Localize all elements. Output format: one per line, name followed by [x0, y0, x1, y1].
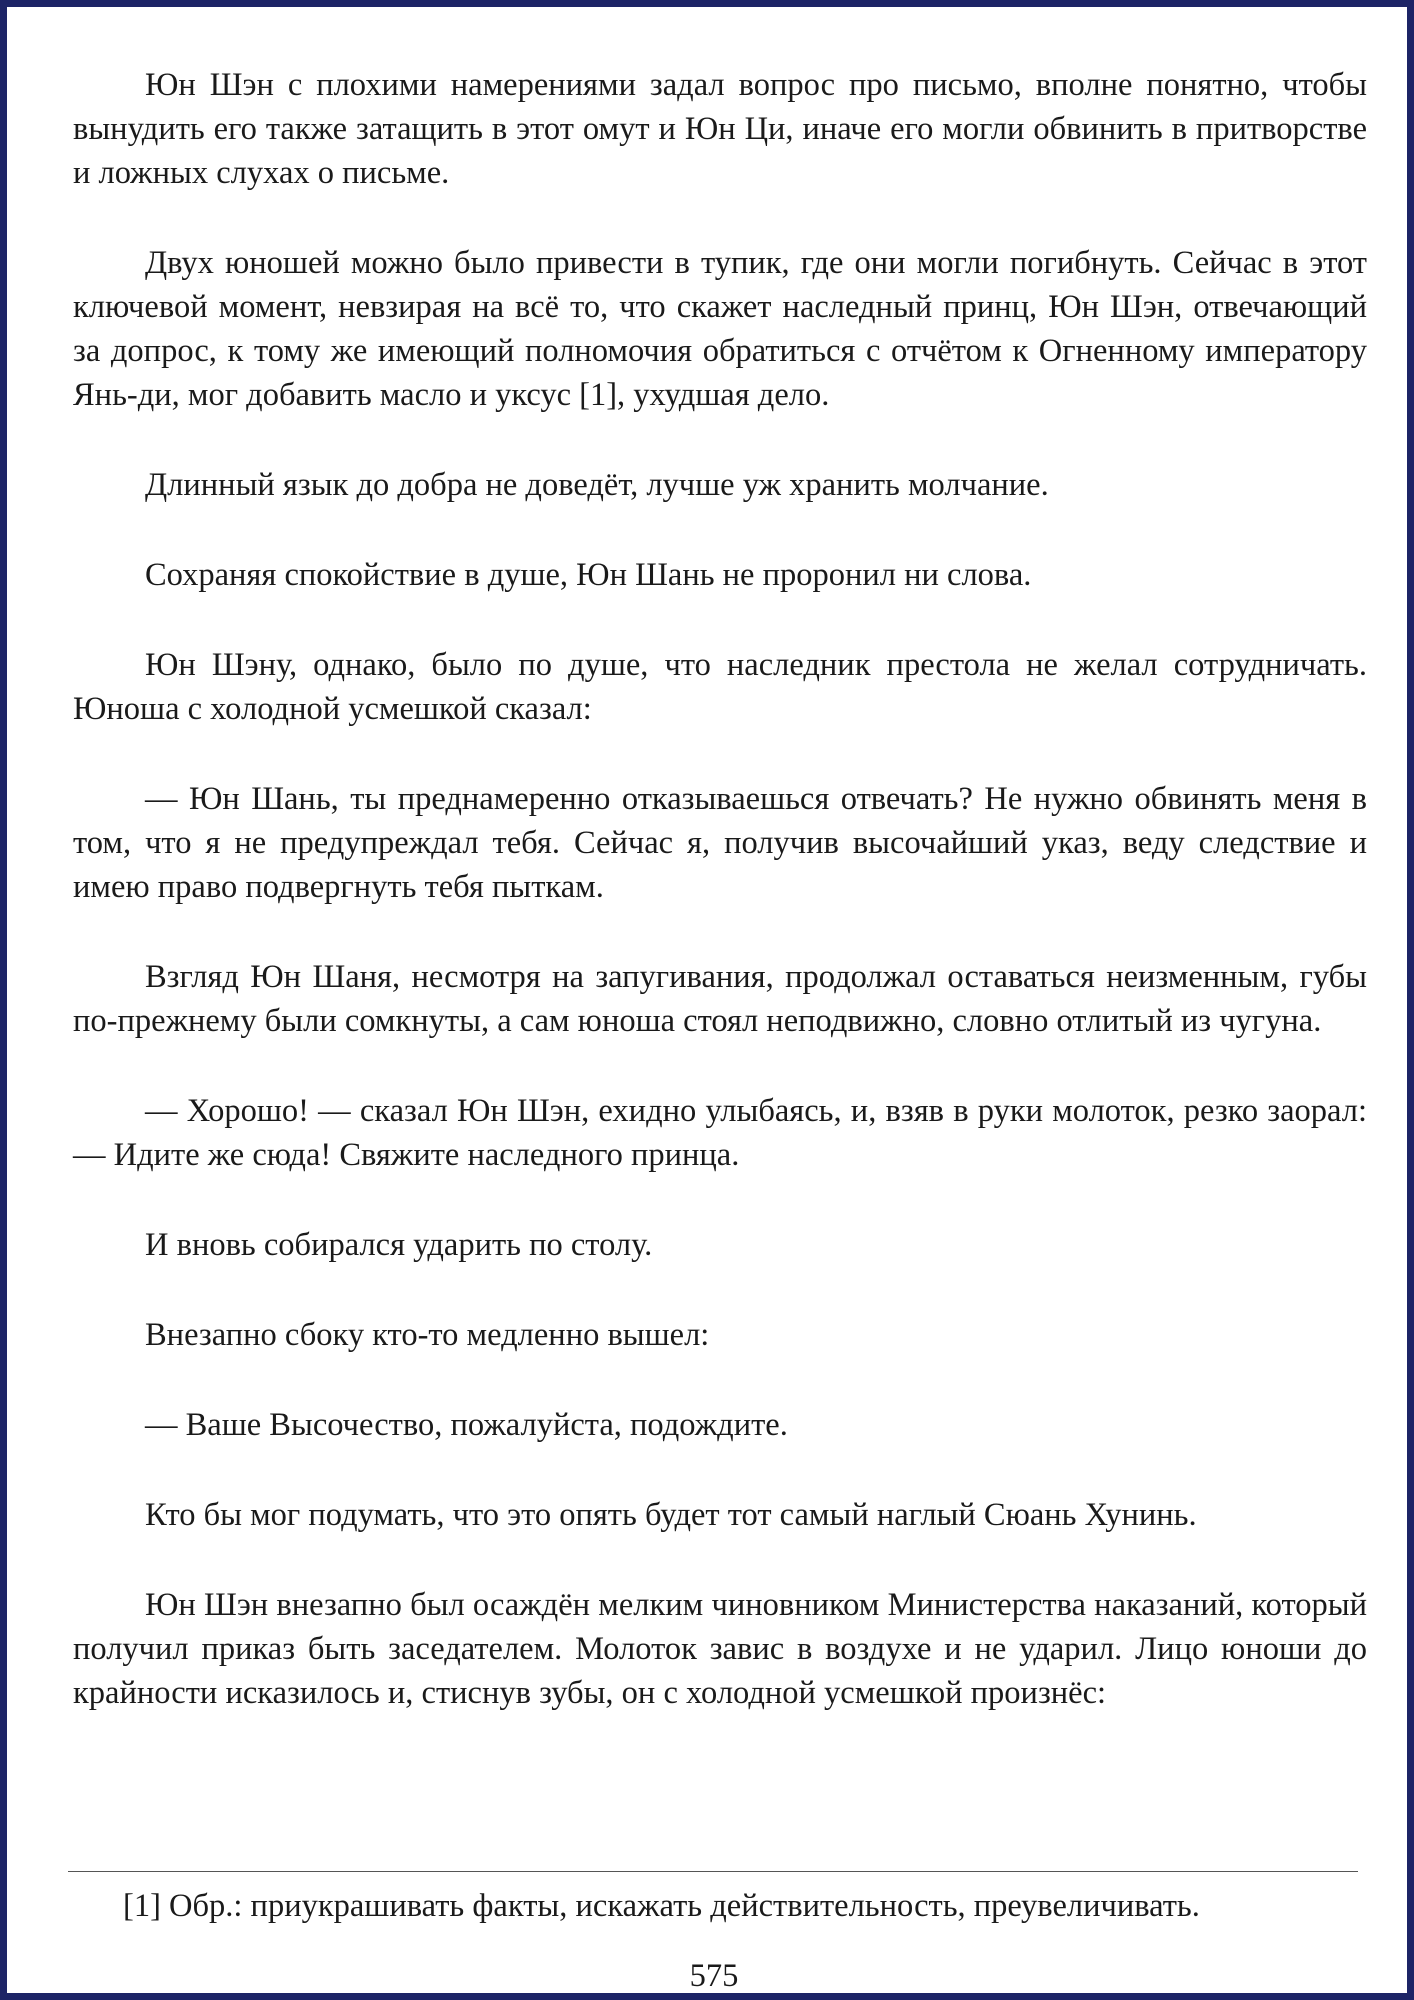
paragraph: Двух юношей можно было привести в тупик, где они могли погибнуть. Сейчас в этот ключевой момент, невзирая на всё то, что скажет наследный принц, Юн Шэн, отвечающий за допрос, к тому же имеющий полномочия обратиться с отчётом к Огненному императору Янь-ди, мог добавить масло и уксус [1], ухудшая дело. [73, 245, 1367, 413]
paragraph: Сохраняя спокойствие в душе, Юн Шань не проронил ни слова. [145, 557, 1032, 593]
paragraph: И вновь собирался ударить по столу. [145, 1227, 653, 1263]
paragraph: Взгляд Юн Шаня, несмотря на запугивания, продолжал оставаться неизменным, губы по-прежнему были сомкнуты, а сам юноша стоял неподвижно, словно отлитый из чугуна. [73, 959, 1367, 1039]
page-number: 575 [689, 1958, 739, 1994]
body-text [73, 63, 1367, 1715]
footnote: [1] Обр.: приукрашивать факты, искажать действительность, преувеличивать. [123, 1888, 1200, 1924]
paragraph: Юн Шэну, однако, было по душе, что наследник престола не желал сотрудничать. Юноша с холодной усмешкой сказал: [73, 647, 1367, 727]
paragraph: Длинный язык до добра не доведёт, лучше уж хранить молчание. [145, 467, 1049, 503]
paragraph: — Юн Шань, ты преднамеренно отказываешься отвечать? Не нужно обвинять меня в том, что я не предупреждал тебя. Сейчас я, получив высочайший указ, веду следствие и имею право подвергнуть тебя пыткам. [73, 781, 1367, 905]
paragraph: — Ваше Высочество, пожалуйста, подождите. [145, 1407, 788, 1443]
paragraph: Внезапно сбоку кто-то медленно вышел: [145, 1317, 710, 1353]
paragraph: Кто бы мог подумать, что это опять будет тот самый наглый Сюань Хунинь. [145, 1497, 1197, 1533]
paragraph: — Хорошо! — сказал Юн Шэн, ехидно улыбаясь, и, взяв в руки молоток, резко заорал: — Идите же сюда! Свяжите наследного принца. [73, 1093, 1367, 1173]
paragraph: Юн Шэн внезапно был осаждён мелким чиновником Министерства наказаний, который получил приказ быть заседателем. Молоток завис в воздухе и не ударил. Лицо юноши до крайности исказилось и, стиснув зубы, он с холодной усмешкой произнёс: [73, 1587, 1367, 1711]
footnote-divider [68, 1871, 1358, 1872]
paragraph: Юн Шэн с плохими намерениями задал вопрос про письмо, вполне понятно, чтобы вынудить его также затащить в этот омут и Юн Ци, иначе его могли обвинить в притворстве и ложных слухах о письме. [73, 67, 1367, 191]
